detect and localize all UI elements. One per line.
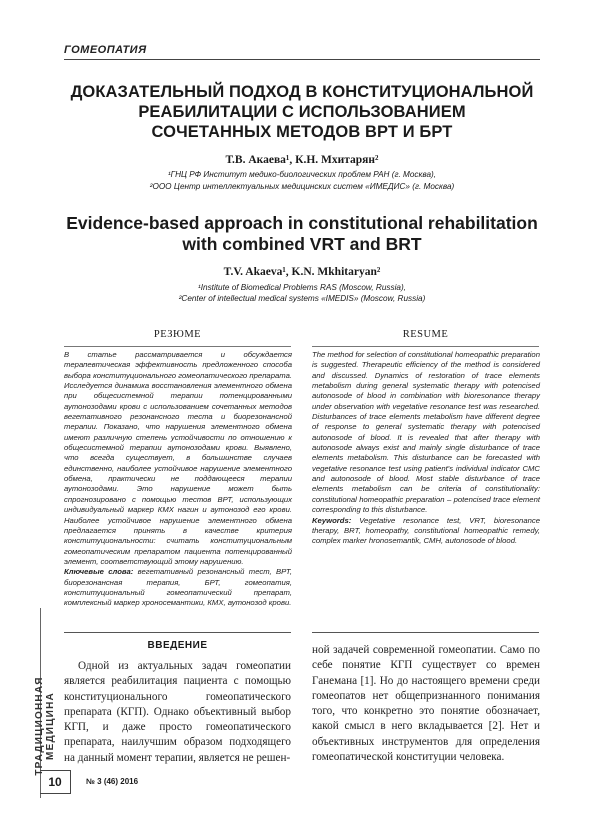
abstract-ru-text: В статье рассматривается и обсуждается терапевтическая эффективность предложенного способа выбора конституционального гомеопатического препарата. Исследуется динамика восстановления элементного обмена при общесистемной терапии потенцированными аутонозодами крови с использованием сочетанных методов вегетативного резонансного теста и биорезонансной терапии. Показано, что нарушения элементного обмена имеют различную степень устойчивости по отношению к общесистемной терапии аутонозодами крови. Выявлено, что всегда существует, в большинстве случаев единственно, наиболее устойчивое нарушение элементного обмена, практически не поддающееся терапии аутонозодами. Это нарушение может быть спрогнозировано с помощью тестов ВРТ, использующих индивидуальный маркер КМХ нагин и аутонозод его крови. Наиболее устойчивое нарушение элементного обмена предлагается принять в качестве критерия конституциональности: считать конституциональным гомеопатическим препаратом пациента потенцированный элемент, соответствующий этому нарушению.	[64, 350, 292, 566]
side-label: ТРАДИЦИОННАЯ МЕДИЦИНА	[34, 676, 56, 776]
title-ru-line: СОЧЕТАННЫХ МЕТОДОВ ВРТ И БРТ	[151, 123, 453, 141]
authors-ru: Т.В. Акаева¹, К.Н. Мхитарян²	[225, 154, 379, 166]
keywords-en-label: Keywords:	[312, 515, 352, 525]
intro-left-text: Одной из актуальных задач гомеопатии является реабилитация пациента с помощью конституционального гомеопатического препарата (КГП). Однако объективный выбор КГП, и даже просто гомеопатического препарата, наилучшим образом подходящего на данный момент терапии, является не решен-	[64, 660, 291, 764]
intro-rule-right	[312, 632, 539, 633]
abstract-en-body	[312, 350, 540, 547]
title-ru	[64, 82, 540, 142]
title-en-line: Evidence-based approach in constitutional rehabilitation	[66, 213, 538, 233]
keywords-ru-label: Ключевые слова:	[64, 567, 134, 577]
authors-en: T.V. Akaeva¹, K.N. Mkhitaryan²	[223, 266, 381, 278]
abstract-ru-body	[64, 350, 292, 609]
title-en	[64, 213, 540, 255]
title-ru-line: РЕАБИЛИТАЦИИ С ИСПОЛЬЗОВАНИЕМ	[138, 103, 466, 121]
page-number: 10	[40, 770, 71, 794]
abstract-en-text: The method for selection of constitutional homeopathic preparation is suggested. Therapeutic efficiency of the method is considered and discussed. Dynamics of restoration of trace elements metabolism during general systematic therapy with potencised autonosode of blood in combination with bioresonance therapy under observation with vegetative resonance test was researched. Disturbances of trace elements metabolism have different degree of response to general systematic therapy with potencised autonosode of blood. It is revealed that after therapy with autonosode always exist and mainly single disturbance of trace elements metabolism. This disturbance can be forecasted with vegetative resonance test using patient's individual indicator CMC and autonosode of blood. Most stable disturbance of trace elements metabolism can be criteria of constitutionality: constitutional homeopathic preparation – potencised trace element corresponding to this disturbance.	[312, 350, 540, 515]
affiliation-ru-1: ¹ГНЦ РФ Институт медико-биологических проблем РАН (г. Москва),	[167, 170, 437, 179]
intro-heading: ВВЕДЕНИЕ	[147, 640, 208, 651]
abstract-en-heading: RESUME	[402, 329, 449, 340]
abstract-ru-rule	[64, 346, 291, 347]
journal-section: ГОМЕОПАТИЯ	[64, 44, 147, 56]
title-ru-line: ДОКАЗАТЕЛЬНЫЙ ПОДХОД В КОНСТИТУЦИОНАЛЬНОЙ	[70, 83, 534, 101]
affiliation-en-1: ¹Institute of Biomedical Problems RAS (Moscow, Russia),	[198, 283, 406, 292]
intro-rule-left	[64, 632, 291, 633]
abstract-en-rule	[312, 346, 539, 347]
issue-number: № 3 (46) 2016	[86, 777, 139, 786]
affiliation-ru-2: ²ООО Центр интеллектуальных медицинских систем «ИМЕДИС» (г. Москва)	[149, 182, 455, 191]
title-en-line: with combined VRT and BRT	[182, 234, 422, 254]
header-rule	[64, 59, 540, 60]
abstract-ru-heading: РЕЗЮМЕ	[153, 329, 202, 340]
intro-right-text: ной задачей современной гомеопатии. Само по себе понятие КГП существует со времен Ганемана [1]. Но до настоящего времени среди гомеопатов нет общепризнанного понимания того, что конкретно это понятие обозначает, какой смысл в него вкладывается [2]. Нет и объективных инструментов для определения гомеопатической конституции человека.	[312, 644, 540, 764]
keywords-en: Vegetative resonance test, VRT, bioresonance therapy, BRT, homeopathy, constitutional homeopathic remedy, complex marker hronosemantik, CMH, autonosode of blood.	[312, 515, 541, 546]
affiliation-en-2: ²Center of intellectual medical systems «IMEDIS» (Moscow, Russia)	[178, 294, 426, 303]
keywords-ru: вегетативный резонансный тест, ВРТ, биорезонансная терапия, БРТ, гомеопатия, конституциональный гомеопатический препарат, комплексный маркер хроносемантики, КМХ, аутонозод крови.	[64, 567, 292, 608]
